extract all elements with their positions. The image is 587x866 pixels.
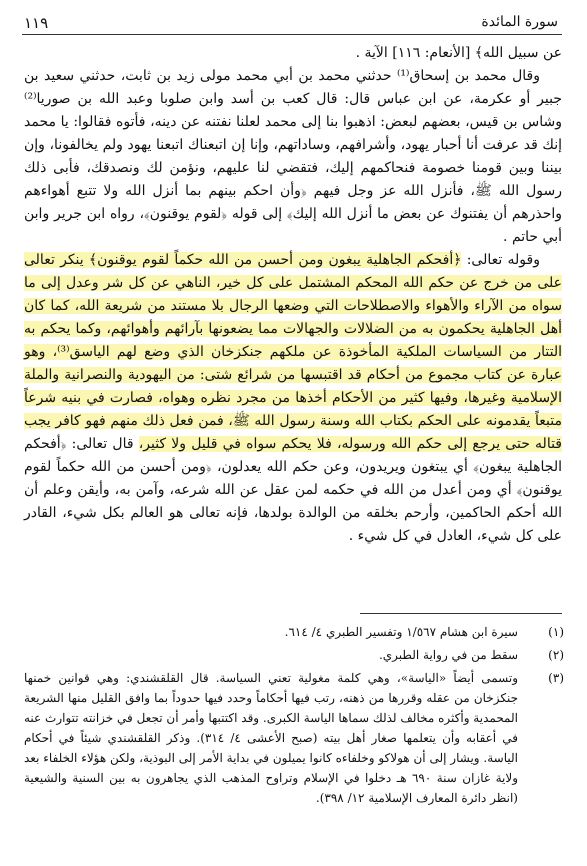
highlighted-passage: ﴿أفحكم الجاهلية يبغون ومن أحسن من الله حكماً لقوم يوقنون﴾ ينكر تعالى على من خرج عن حكم الله المحكم المشتمل على كل خير، الناهي عن كل شر وعدل إلى ما سواه من الآراء والأهواء والاصطلاحات التي وضعها الرجال بلا مستند من شريعة الله، كما كان أهل الجاهلية يحكمون به من الضلالات والجهالات مما يضعونها بآرائهم وأهوائهم، وكما يحكم به التتار من السياسات الملكية المأخوذة عن ملكهم جنكزخان الذي وضع لهم الياسق⁽³⁾، وهو عبارة عن كتاب مجموع من أحكام قد اقتبسها من شرائع شتى: من اليهودية والنصرانية والملة الإسلامية وغيرها، وفيها كثير من الأحكام أخذها من مجرد نظره وهواه، فصارت في بنيه شرعاً متبعاً يقدمونه على الحكم بكتاب الله وسنة رسول الله ﷺ، فمن فعل ذلك منهم فهو كافر يجب قتاله حتى يرجع إلى حكم الله ورسوله، فلا يحكم سواه في قليل ولا كثير،	[24, 252, 562, 452]
paragraph-ibn-ishaq: وقال محمد بن إسحاق⁽¹⁾ حدثني محمد بن أبي محمد مولى زيد بن ثابت، حدثني سعيد بن جبير أو عكرمة، عن ابن عباس قال: قال كعب بن أسد وابن صلوبا وعبد الله بن صوريا⁽²⁾ وشاس بن قيس، بعضهم لبعض: اذهبوا بنا إلى محمد لعلنا نفتنه عن دينه، فأتوه فقالوا: يا محمد إنك قد عرفت أنا أحبار يهود، وأشرافهم، وساداتهم، وإنا إن اتبعناك اتبعنا يهود ولم يخالفونا، وإن بيننا وبين قومنا خصومة فنحاكمهم إليك، فتقضي لنا عليهم، ونؤمن لك ونصدقك، فأبى ذلك رسول الله ﷺ، فأنزل الله عز وجل فيهم ﴿وأن احكم بينهم بما أنزل الله ولا تتبع أهواءهم واحذرهم أن يفتنوك عن بعض ما أنزل الله إليك﴾ إلى قوله ﴿لقوم يوقنون﴾، رواه ابن جرير وابن أبي حاتم .	[24, 68, 562, 245]
main-text	[24, 42, 562, 548]
footnote-text: وتسمى أيضاً «الياسة»، وهي كلمة مغولية تعني السياسة. قال القلقشندي: وهي قوانين خمنها جنكزخان من عقله وقررها من ذهنه، رتب فيها أحكاماً وحدد فيها حدوداً بما وافق القليل منها الشريعة المحمدية وأكثره مخالف لذلك سماها الياسة الكبرى. وقد اكتتبها وأمر أن تجعل في خزانته تتوارث عنه في أعقابه وأن يتعلمها صغار أهل بيته (صبح الأعشى ٤/ ٣١٤). وذكر القلقشندي شيئاً في أحكام الياسة. ويشار إلى أن هولاكو وخلفاءه كانوا يميلون في بداية الأمر إلى البوذية، ولكن هؤلاء الخلفاء بعد ولاية غازان سنة ٦٩٠ هـ دخلوا في الإسلام وتراوح المذهب الذي يجاهرون به بين السنية والشيعية (انظر دائرة المعارف الإسلامية ١٢/ ٣٩٨).	[24, 671, 518, 805]
footnote-separator	[360, 613, 562, 614]
page-number: ١١٩	[24, 14, 49, 32]
paragraph-jahiliyya	[24, 249, 562, 548]
page-header	[22, 12, 562, 35]
continuation-line: عن سبيل الله﴾ [الأنعام: ١١٦] الآية .	[355, 45, 562, 61]
footnotes	[24, 622, 564, 811]
footnote-number: (١)	[548, 625, 564, 639]
footnote-number: (٣)	[548, 671, 564, 685]
surah-title: سورة المائدة	[481, 14, 558, 30]
footnote-2	[24, 645, 564, 665]
footnote-3	[24, 668, 564, 808]
footnote-text: سيرة ابن هشام ١/٥٦٧ وتفسير الطبري ٤/ ٦١٤.	[284, 625, 518, 639]
footnote-number: (٢)	[548, 648, 564, 662]
verse-intro: وقوله تعالى:	[461, 252, 540, 268]
paragraph-rest: قال تعالى: ﴿أفحكم الجاهلية يبغون﴾ أي يبتغون ويريدون، وعن حكم الله يعدلون، ﴿ومن أحسن من الله حكماً لقوم يوقنون﴾ أي ومن أعدل من الله في حكمه لمن عقل عن الله شرعه، وآمن به، وأيقن وعلم أن الله أحكم الحاكمين، وأرحم بخلقه من الوالدة بولدها، فإنه تعالى هو العالم بكل شيء، القادر على كل شيء، العادل في كل شيء .	[24, 436, 562, 544]
footnote-1	[24, 622, 564, 642]
footnote-text: سقط من في رواية الطبري.	[378, 648, 518, 662]
